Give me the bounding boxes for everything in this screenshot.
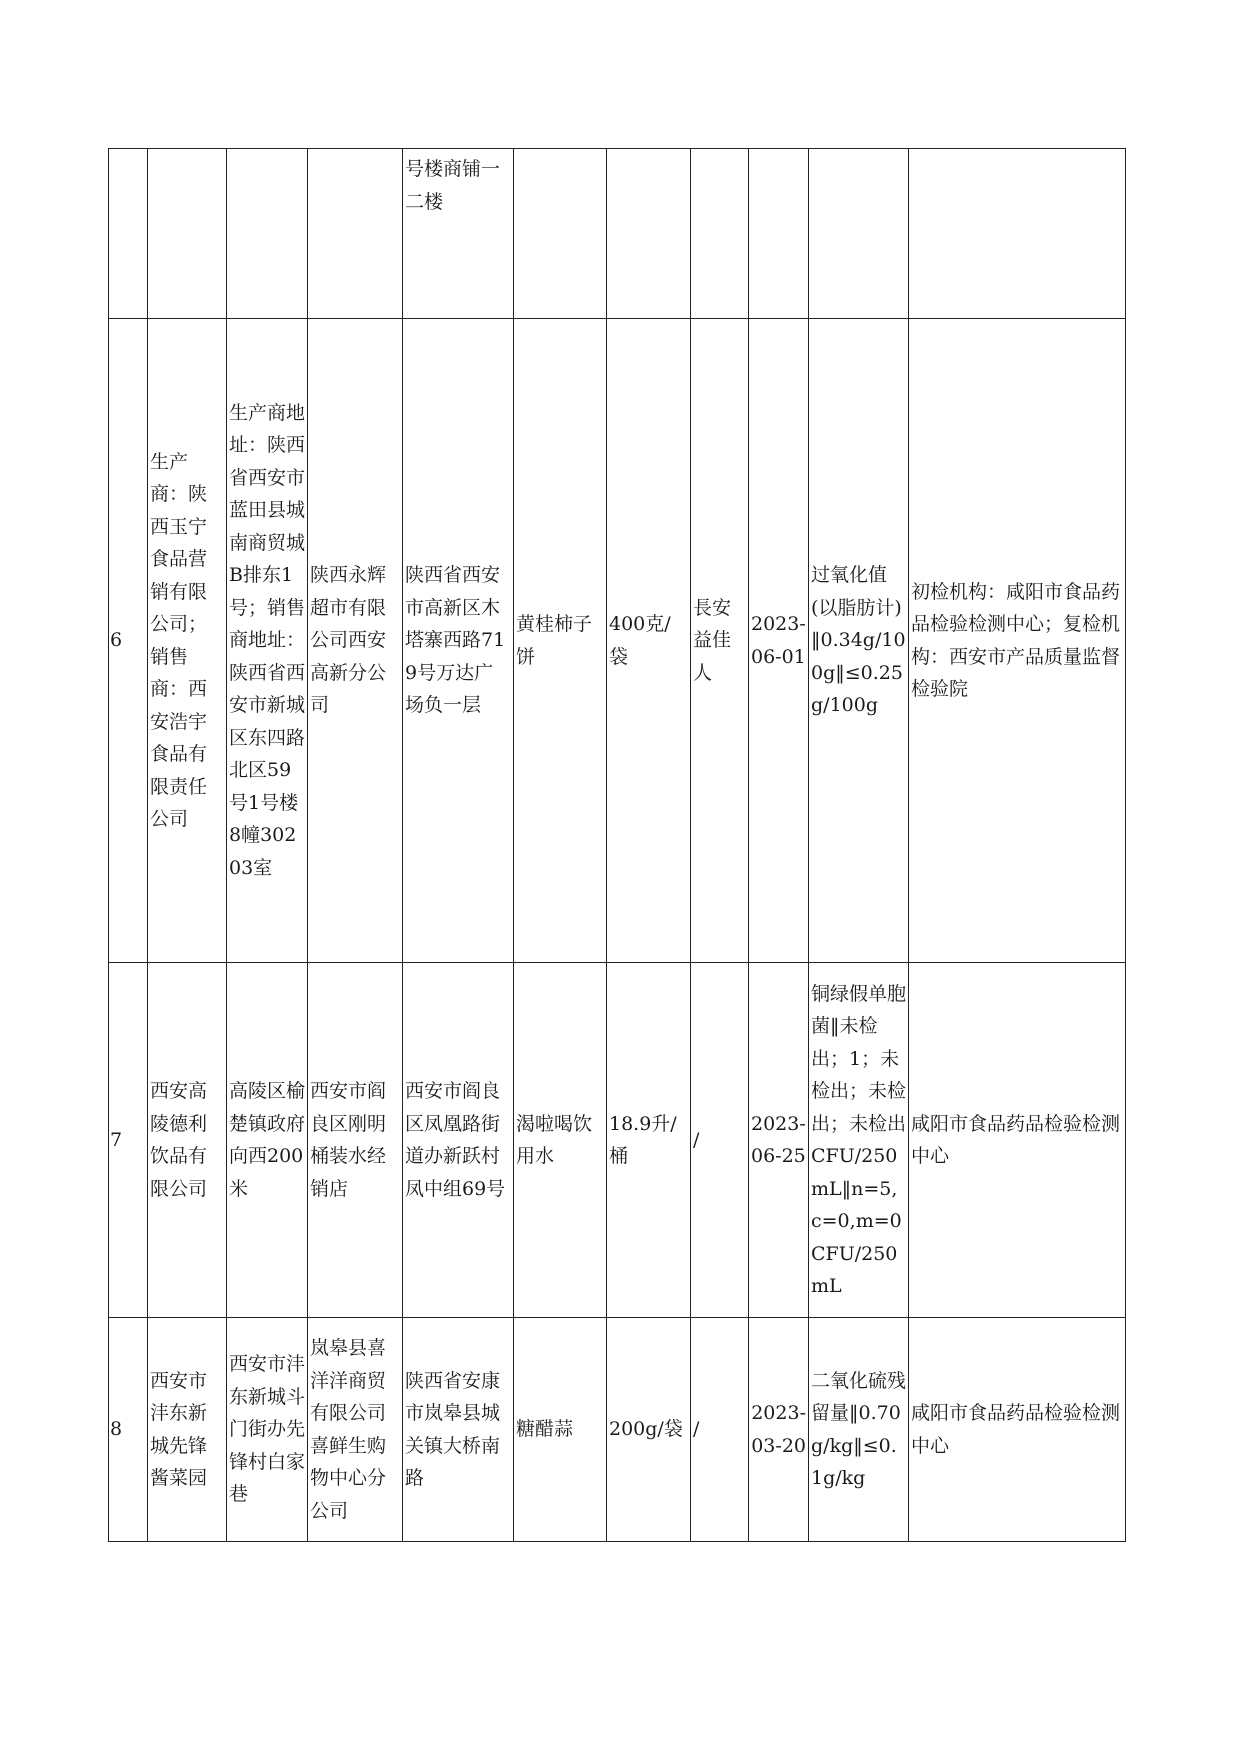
product-cell bbox=[514, 149, 607, 319]
test-item-cell: 铜绿假单胞菌‖未检出；1；未检出；未检出；未检出CFU/250mL‖n=5,c=0,m=0CFU/250mL bbox=[809, 963, 909, 1318]
brand-cell: 長安益佳人 bbox=[691, 319, 749, 963]
brand-cell: / bbox=[691, 1318, 749, 1542]
inspection-results-table bbox=[108, 148, 1126, 1542]
producer-cell bbox=[148, 149, 227, 319]
agency-cell: 咸阳市食品药品检验检测中心 bbox=[909, 1318, 1126, 1542]
spec-cell: 18.9升/桶 bbox=[607, 963, 691, 1318]
producer-address-cell: 西安市沣东新城斗门街办先锋村白家巷 bbox=[227, 1318, 308, 1542]
date-cell: 2023-06-01 bbox=[749, 319, 809, 963]
product-cell: 黄桂柿子饼 bbox=[514, 319, 607, 963]
spec-cell: 200g/袋 bbox=[607, 1318, 691, 1542]
seller-cell bbox=[308, 149, 403, 319]
agency-cell: 咸阳市食品药品检验检测中心 bbox=[909, 963, 1126, 1318]
producer-address-cell bbox=[227, 149, 308, 319]
agency-cell bbox=[909, 149, 1126, 319]
test-item-cell bbox=[809, 149, 909, 319]
table-row bbox=[109, 1318, 1126, 1542]
row-number-cell: 7 bbox=[109, 963, 148, 1318]
product-cell: 渴啦喝饮用水 bbox=[514, 963, 607, 1318]
test-item-cell: 二氧化硫残留量‖0.70g/kg‖≤0.1g/kg bbox=[809, 1318, 909, 1542]
seller-cell: 岚皋县喜洋洋商贸有限公司喜鲜生购物中心分公司 bbox=[308, 1318, 403, 1542]
brand-cell bbox=[691, 149, 749, 319]
seller-cell: 西安市阎良区刚明桶装水经销店 bbox=[308, 963, 403, 1318]
date-cell bbox=[749, 149, 809, 319]
row-number-cell: 6 bbox=[109, 319, 148, 963]
seller-cell: 陕西永辉超市有限公司西安高新分公司 bbox=[308, 319, 403, 963]
seller-address-cell: 陕西省西安市高新区木塔寨西路719号万达广场负一层 bbox=[403, 319, 514, 963]
table-row bbox=[109, 319, 1126, 963]
spec-cell bbox=[607, 149, 691, 319]
spec-cell: 400克/袋 bbox=[607, 319, 691, 963]
producer-cell: 西安高陵德利饮品有限公司 bbox=[148, 963, 227, 1318]
producer-address-cell: 高陵区榆楚镇政府向西200米 bbox=[227, 963, 308, 1318]
table-row bbox=[109, 149, 1126, 319]
row-number-cell: 8 bbox=[109, 1318, 148, 1542]
seller-address-cell: 号楼商铺一二楼 bbox=[403, 149, 514, 319]
producer-cell: 生产商：陕西玉宁食品营销有限公司；销售商：西安浩宇食品有限责任公司 bbox=[148, 319, 227, 963]
product-cell: 糖醋蒜 bbox=[514, 1318, 607, 1542]
test-item-cell: 过氧化值(以脂肪计)‖0.34g/100g‖≤0.25g/100g bbox=[809, 319, 909, 963]
table-row bbox=[109, 963, 1126, 1318]
producer-address-cell: 生产商地址：陕西省西安市蓝田县城南商贸城B排东1号；销售商地址：陕西省西安市新城区东四路北区59号1号楼8幢30203室 bbox=[227, 319, 308, 963]
date-cell: 2023-06-25 bbox=[749, 963, 809, 1318]
row-number-cell bbox=[109, 149, 148, 319]
agency-cell: 初检机构：咸阳市食品药品检验检测中心；复检机构：西安市产品质量监督检验院 bbox=[909, 319, 1126, 963]
producer-cell: 西安市沣东新城先锋酱菜园 bbox=[148, 1318, 227, 1542]
date-cell: 2023-03-20 bbox=[749, 1318, 809, 1542]
seller-address-cell: 西安市阎良区凤凰路街道办新跃村凤中组69号 bbox=[403, 963, 514, 1318]
brand-cell: / bbox=[691, 963, 749, 1318]
seller-address-cell: 陕西省安康市岚皋县城关镇大桥南路 bbox=[403, 1318, 514, 1542]
